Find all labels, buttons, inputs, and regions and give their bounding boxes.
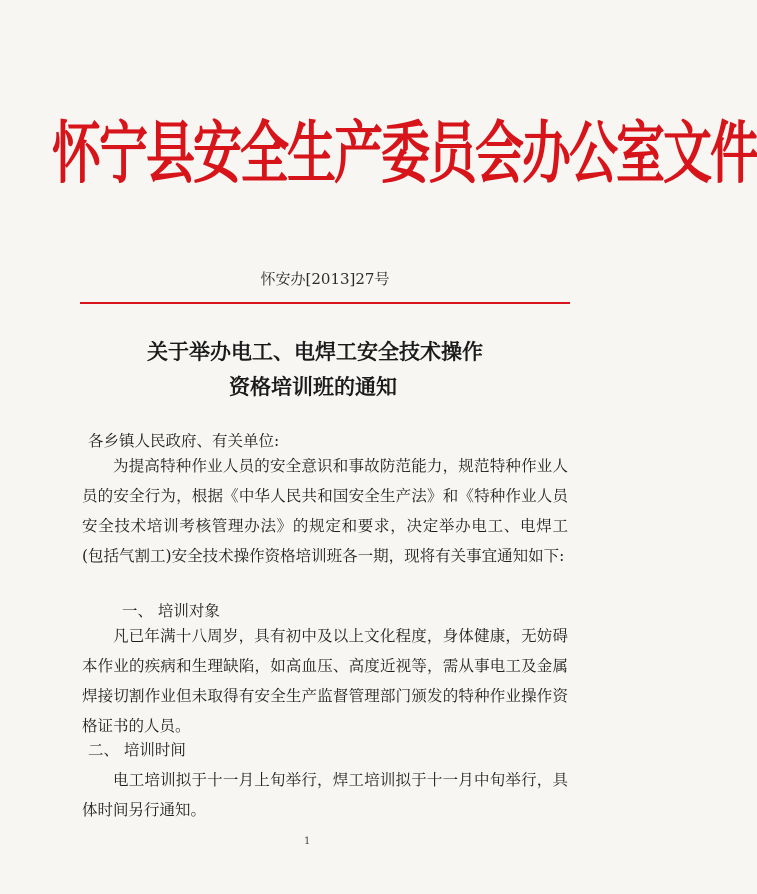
addressee: 各乡镇人民政府、有关单位: [88, 432, 280, 450]
section2-heading: 二、 培训时间 [88, 741, 186, 759]
document-number: 怀安办[2013]27号 [260, 270, 390, 288]
section2-paragraph: 电工培训拟于十一月上旬举行，焊工培训拟于十一月中旬举行，具体时间另行通知。 [82, 771, 568, 819]
section1-paragraph: 凡已年满十八周岁，具有初中及以上文化程度，身体健康，无妨碍本作业的疾病和生理缺陷，如高血压、高度近视等，需从事电工及金属焊接切割作业但未取得有安全生产监督管理部门颁发的特种作业操作资格证书的人员。 [82, 627, 568, 735]
red-divider [80, 302, 570, 304]
notice-title-line1: 关于举办电工、电焊工安全技术操作 [147, 339, 483, 364]
section1-heading: 一、 培训对象 [122, 602, 220, 620]
page-number: 1 [304, 836, 311, 847]
org-header-title: 怀宁县安全生产委员会办公室文件 [52, 113, 757, 194]
intro-paragraph: 为提高特种作业人员的安全意识和事故防范能力，规范特种作业人员的安全行为，根据《中华人民共和国安全生产法》和《特种作业人员安全技术培训考核管理办法》的规定和要求，决定举办电工、电焊工(包括气割工)安全技术操作资格培训班各一期，现将有关事宜通知如下: [82, 457, 568, 565]
notice-title-line2: 资格培训班的通知 [229, 374, 397, 399]
